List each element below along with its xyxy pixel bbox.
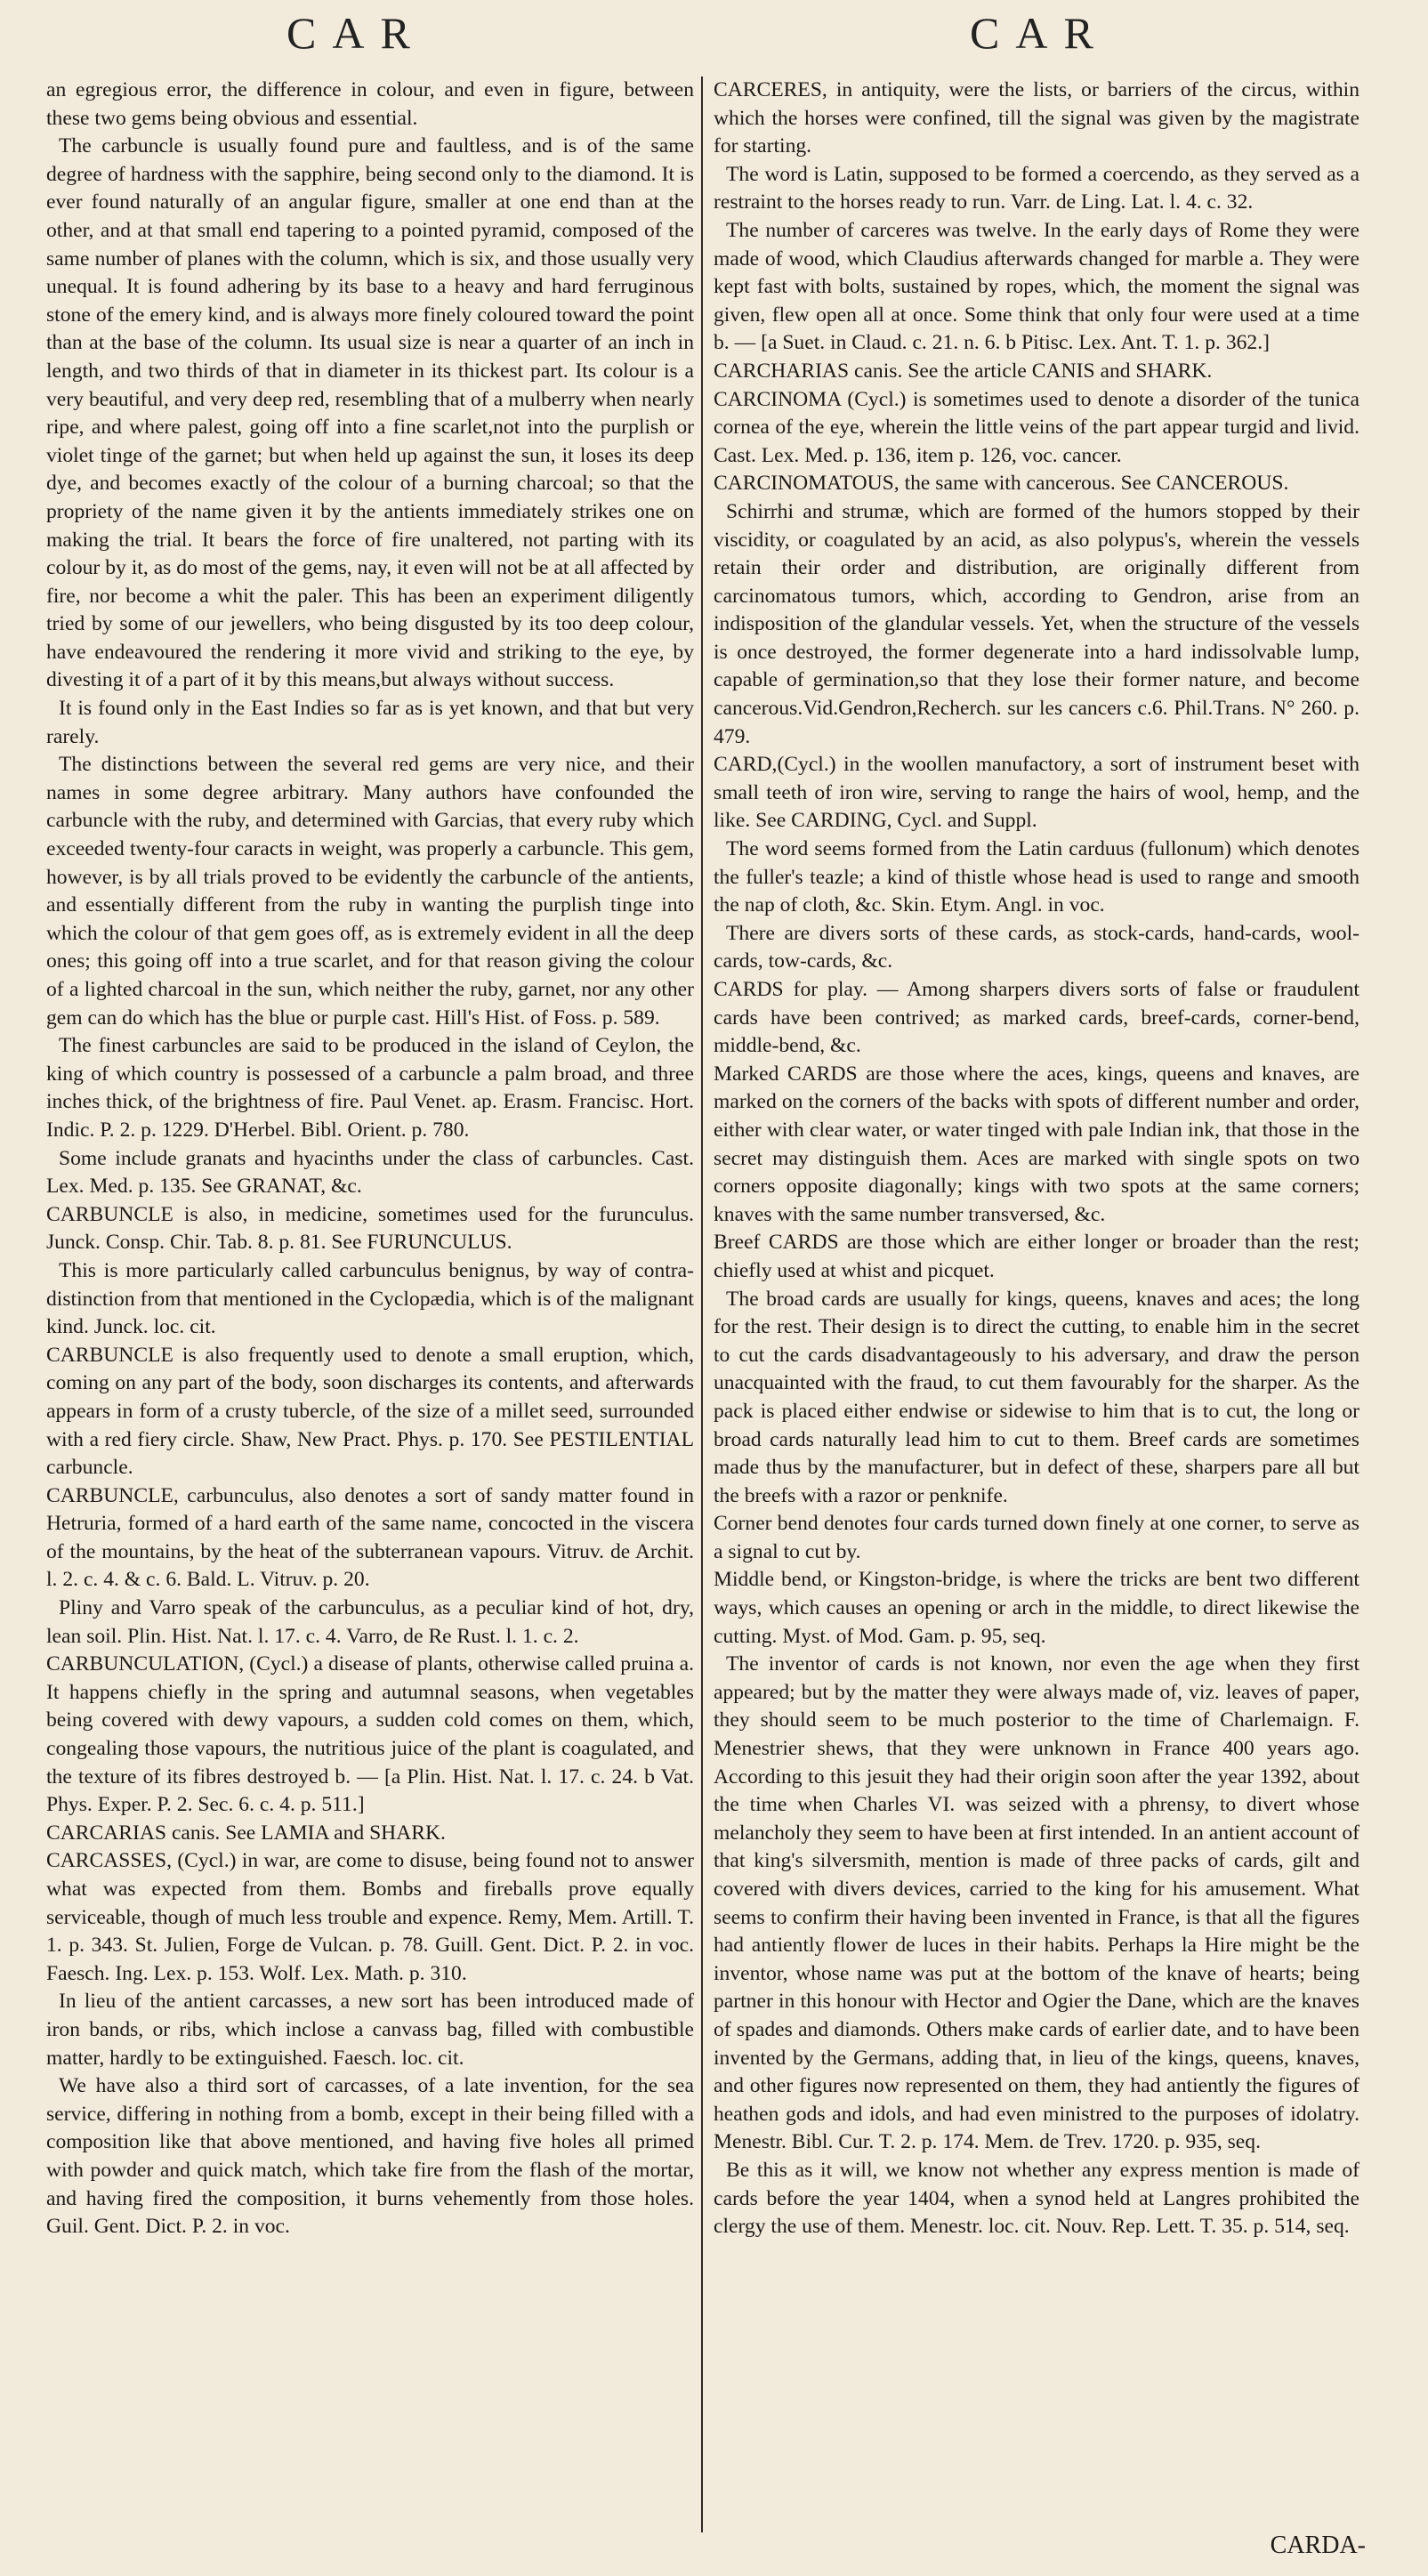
entry: CARCASSES, (Cycl.) in war, are come to disuse, being found not to answer what was expected from them. Bombs and fireballs prove equally serviceable, though of much less trouble and expence. Remy, Mem. Artill. T. 1. p. 343. St. Julien, Forge de Vulcan. p. 78. Guill. Gent. Dict. P. 2. in voc. Faesch. Ing. Lex. p. 153. Wolf. Lex. Math. p. 310.: [46, 1849, 694, 1985]
paragraph: The broad cards are usually for kings, queens, knaves and aces; the long for the rest. Their design is to direct the cutting, to enable him in the secret to cut the cards disadvantageously to his adversary, and draw the person unacquainted with the fraud, to cut them favourably for the sharper. As the pack is placed either endwise or sidewise to him that is to cut, the long or broad cards naturally lead him to cut to them. Breef cards are sometimes made thus by the manufacturer, but in defect of these, sharpers pare all but the breefs with a razor or penknife.: [714, 1287, 1359, 1507]
entry: CARCARIAS canis. See LAMIA and SHARK.: [46, 1821, 446, 1845]
paragraph: The number of carceres was twelve. In the early days of Rome they were made of wood, which Claudius afterwards changed for marble a. They were kept fast with bolts, sustained by ropes, which, the moment the signal was given, flew open all at once. Some think that only four were used at a time b. — [a Suet. in Claud. c. 21. n. 6. b Pitisc. Lex. Ant. T. 1. p. 362.]: [714, 218, 1359, 355]
paragraph: an egregious error, the difference in colour, and even in figure, between these two gems being obvious and essential.: [46, 78, 694, 130]
entry: Middle bend, or Kingston-bridge, is where the tricks are bent two different ways, which causes an opening or arch in the middle, to direct likewise the cutting. Myst. of Mod. Gam. p. 95, seq.: [714, 1568, 1359, 1648]
entry: CARBUNCULATION, (Cycl.) a disease of plants, otherwise called pruina a. It happens chiefly in the spring and autumnal seasons, when vegetables being covered with dewy vapours, a sudden cold comes on them, which, congealing those vapours, the nutritious juice of the plant is coagulated, and the texture of its fibres destroyed b. — [a Plin. Hist. Nat. l. 17. c. 24. b Vat. Phys. Exper. P. 2. Sec. 6. c. 4. p. 511.]: [46, 1652, 694, 1817]
paragraph: The word seems formed from the Latin carduus (fullonum) which denotes the fuller's teazle; a kind of thistle whose head is used to range and smooth the nap of cloth, &c. Skin. Etym. Angl. in voc.: [714, 837, 1359, 917]
entry: CARD,(Cycl.) in the woollen manufactory, a sort of instrument beset with small teeth of iron wire, serving to range the hairs of wool, hemp, and the like. See CARDING, Cycl. and Suppl.: [714, 753, 1359, 833]
paragraph: Pliny and Varro speak of the carbunculus, as a peculiar kind of hot, dry, lean soil. Plin. Hist. Nat. l. 17. c. 4. Varro, de Re Rust. l. 1. c. 2.: [46, 1596, 694, 1648]
right-column: [714, 77, 1359, 2241]
paragraph: The inventor of cards is not known, nor even the age when they first appeared; but by the matter they were always made of, viz. leaves of paper, they should seem to be much posterior to the time of Charlemaign. F. Menestrier shews, that they were unknown in France 400 years ago. According to this jesuit they had their origin soon after the year 1392, about the time when Charles VI. was seized with a phrensy, to divert whose melancholy they seem to have been at first intended. In an antient account of that king's silversmith, mention is made of three packs of cards, gilt and covered with divers devices, carried to the king for his amusement. What seems to confirm their having been invented in France, is that all the figures had antiently flower de luces in their habits. Perhaps la Hire might be the inventor, whose name was put at the bottom of the knave of hearts; being partner in this honour with Hector and Ogier the Dane, which are the knaves of spades and diamonds. Others make cards of earlier date, and to have been invented by the Germans, adding that, in lieu of the kings, queens, knaves, and other figures now represented on them, they had antiently the figures of heathen gods and idols, and had even ministred to the purposes of idolatry. Menestr. Bibl. Cur. T. 2. p. 174. Mem. de Trev. 1720. p. 935, seq.: [714, 1652, 1359, 2154]
paragraph: Be this as it will, we know not whether any express mention is made of cards before the year 1404, when a synod held at Langres prohibited the clergy the use of them. Menestr. loc. cit. Nouv. Rep. Lett. T. 35. p. 514, seq.: [714, 2158, 1359, 2239]
paragraph: The distinctions between the several red gems are very nice, and their names in some degree arbitrary. Many authors have confounded the carbuncle with the ruby, and determined with Garcias, that every ruby which exceeded twenty-four caracts in weight, was properly a carbuncle. This gem, however, is by all trials proved to be evidently the carbuncle of the antients, and essentially different from the ruby in wanting the purplish tinge into which the colour of that gem goes off, as is extremely evident in all the deep ones; this going off into a true scarlet, and for that reason giving the colour of a lighted charcoal in the sun, which neither the ruby, garnet, nor any other gem can do which has the blue or purple cast. Hill's Hist. of Foss. p. 589.: [46, 753, 694, 1030]
paragraph: We have also a third sort of carcasses, of a late invention, for the sea service, differing in nothing from a bomb, except in their being filled with a composition like that above mentioned, and having five holes all primed with powder and quick match, which take fire from the flash of the mortar, and having fired the composition, it burns vehemently from those holes. Guil. Gent. Dict. P. 2. in voc.: [46, 2074, 694, 2239]
catchword: CARDA-: [1270, 2532, 1366, 2559]
paragraph: In lieu of the antient carcasses, a new sort has been introduced made of iron bands, or ribs, which inclose a canvass bag, filled with combustible matter, hardly to be extinguished. Faesch. loc. cit.: [46, 1990, 694, 2070]
entry: CARBUNCLE is also, in medicine, sometimes used for the furunculus. Junck. Consp. Chir. Tab. 8. p. 81. See FURUNCULUS.: [46, 1202, 694, 1255]
paragraph: The finest carbuncles are said to be produced in the island of Ceylon, the king of which country is possessed of a carbuncle a palm broad, and three inches thick, of the brightness of fire. Paul Venet. ap. Erasm. Francisc. Hort. Indic. P. 2. p. 1229. D'Herbel. Bibl. Orient. p. 780.: [46, 1034, 694, 1142]
entry: CARDS for play. — Among sharpers divers sorts of false or fraudulent cards have been contrived; as marked cards, breef-cards, corner-bend, middle-bend, &c.: [714, 978, 1359, 1058]
column-rule: [701, 77, 703, 2532]
paragraph: It is found only in the East Indies so far as is yet known, and that but very rarely.: [46, 697, 694, 748]
paragraph: The word is Latin, supposed to be formed a coercendo, as they served as a restraint to the horses ready to run. Varr. de Ling. Lat. l. 4. c. 32.: [714, 162, 1359, 214]
paragraph: Schirrhi and strumæ, which are formed of the humors stopped by their viscidity, or coagulated by an acid, as also polypus's, wherein the vessels retain their order and distribution, are originally different from carcinomatous tumors, which, according to Gendron, arise from an indisposition of the glandular vessels. Yet, when the structure of the vessels is once destroyed, the former degenerate into a hard indissolvable lump, capable of germination,so that they lose their former nature, and become cancerous.Vid.Gendron,Recherch. sur les cancers c.6. Phil.Trans. N° 260. p. 479.: [714, 499, 1359, 748]
entry: CARCERES, in antiquity, were the lists, or barriers of the circus, within which the horses were confined, till the signal was given by the magistrate for starting.: [714, 78, 1359, 158]
entry: CARBUNCLE is also frequently used to denote a small eruption, which, coming on any part of the body, soon discharges its contents, and afterwards appears in form of a crusty tubercle, of the size of a millet seed, surrounded with a red fiery circle. Shaw, New Pract. Phys. p. 170. See PESTILENTIAL carbuncle.: [46, 1343, 694, 1480]
entry: Breef CARDS are those which are either longer or broader than the rest; chiefly used at whist and picquet.: [714, 1231, 1359, 1282]
entry: CARCINOMATOUS, the same with cancerous. See CANCEROUS.: [714, 472, 1289, 496]
running-head-right: CAR: [970, 8, 1109, 58]
entry: CARCINOMA (Cycl.) is sometimes used to denote a disorder of the tunica cornea of the eye, wherein the little veins of the part appear turgid and livid. Cast. Lex. Med. p. 136, item p. 126, voc. cancer.: [714, 387, 1359, 467]
running-head-left: CAR: [286, 8, 426, 58]
entry: Corner bend denotes four cards turned down finely at one corner, to serve as a signal to cut by.: [714, 1512, 1359, 1563]
paragraph: This is more particularly called carbunculus benignus, by way of contra-distinction from that mentioned in the Cyclopædia, which is of the malignant kind. Junck. loc. cit.: [46, 1258, 694, 1339]
left-column: [46, 77, 694, 2241]
paragraph: There are divers sorts of these cards, as stock-cards, hand-cards, wool-cards, tow-cards, &c.: [714, 921, 1359, 973]
paragraph: Some include granats and hyacinths under the class of carbuncles. Cast. Lex. Med. p. 135. See GRANAT, &c.: [46, 1146, 694, 1199]
entry: Marked CARDS are those where the aces, kings, queens and knaves, are marked on the corners of the backs with spots of different number and order, either with clear water, or water tinged with pale Indian ink, that those in the secret may distinguish them. Aces are marked with single spots on two corners opposite diagonally; kings with two spots at the same corners; knaves with the same number transversed, &c.: [714, 1062, 1359, 1226]
paragraph: The carbuncle is usually found pure and faultless, and is of the same degree of hardness with the sapphire, being second only to the diamond. It is ever found naturally of an angular figure, smaller at one end than at the other, and at that small end tapering to a pointed pyramid, composed of the same number of planes with the column, which is six, and those usually very unequal. It is found adhering by its base to a heavy and hard ferruginous stone of the emery kind, and is always more finely coloured toward the point than at the base of the column. Its usual size is near a quarter of an inch in length, and two thirds of that in diameter in its thickest part. Its colour is a very beautiful, and very deep red, resembling that of a mulberry when nearly ripe, and where palest, going off into a fine scarlet,not into the purplish or violet tinge of the garnet; but when held up against the sun, it loses its deep dye, and becomes exactly of the colour of a burning charcoal; so that the propriety of the name given it by the antients immediately strikes one on making the trial. It bears the force of fire unaltered, not parting with its colour by it, as do most of the gems, nay, it even will not be at all affected by fire, nor become a whit the paler. This has been an experiment diligently tried by some of our jewellers, who being disgusted by its too deep colour, have endeavoured the rendering it more vivid and striking to the eye, by divesting it of a part of it by this means,but always without success.: [46, 134, 694, 692]
entry: CARBUNCLE, carbunculus, also denotes a sort of sandy matter found in Hetruria, formed of a hard earth of the same name, concocted in the viscera of the mountains, by the heat of the subterranean vapours. Vitruv. de Archit. l. 2. c. 4. & c. 6. Bald. L. Vitruv. p. 20.: [46, 1483, 694, 1592]
entry: CARCHARIAS canis. See the article CANIS and SHARK.: [714, 359, 1213, 383]
